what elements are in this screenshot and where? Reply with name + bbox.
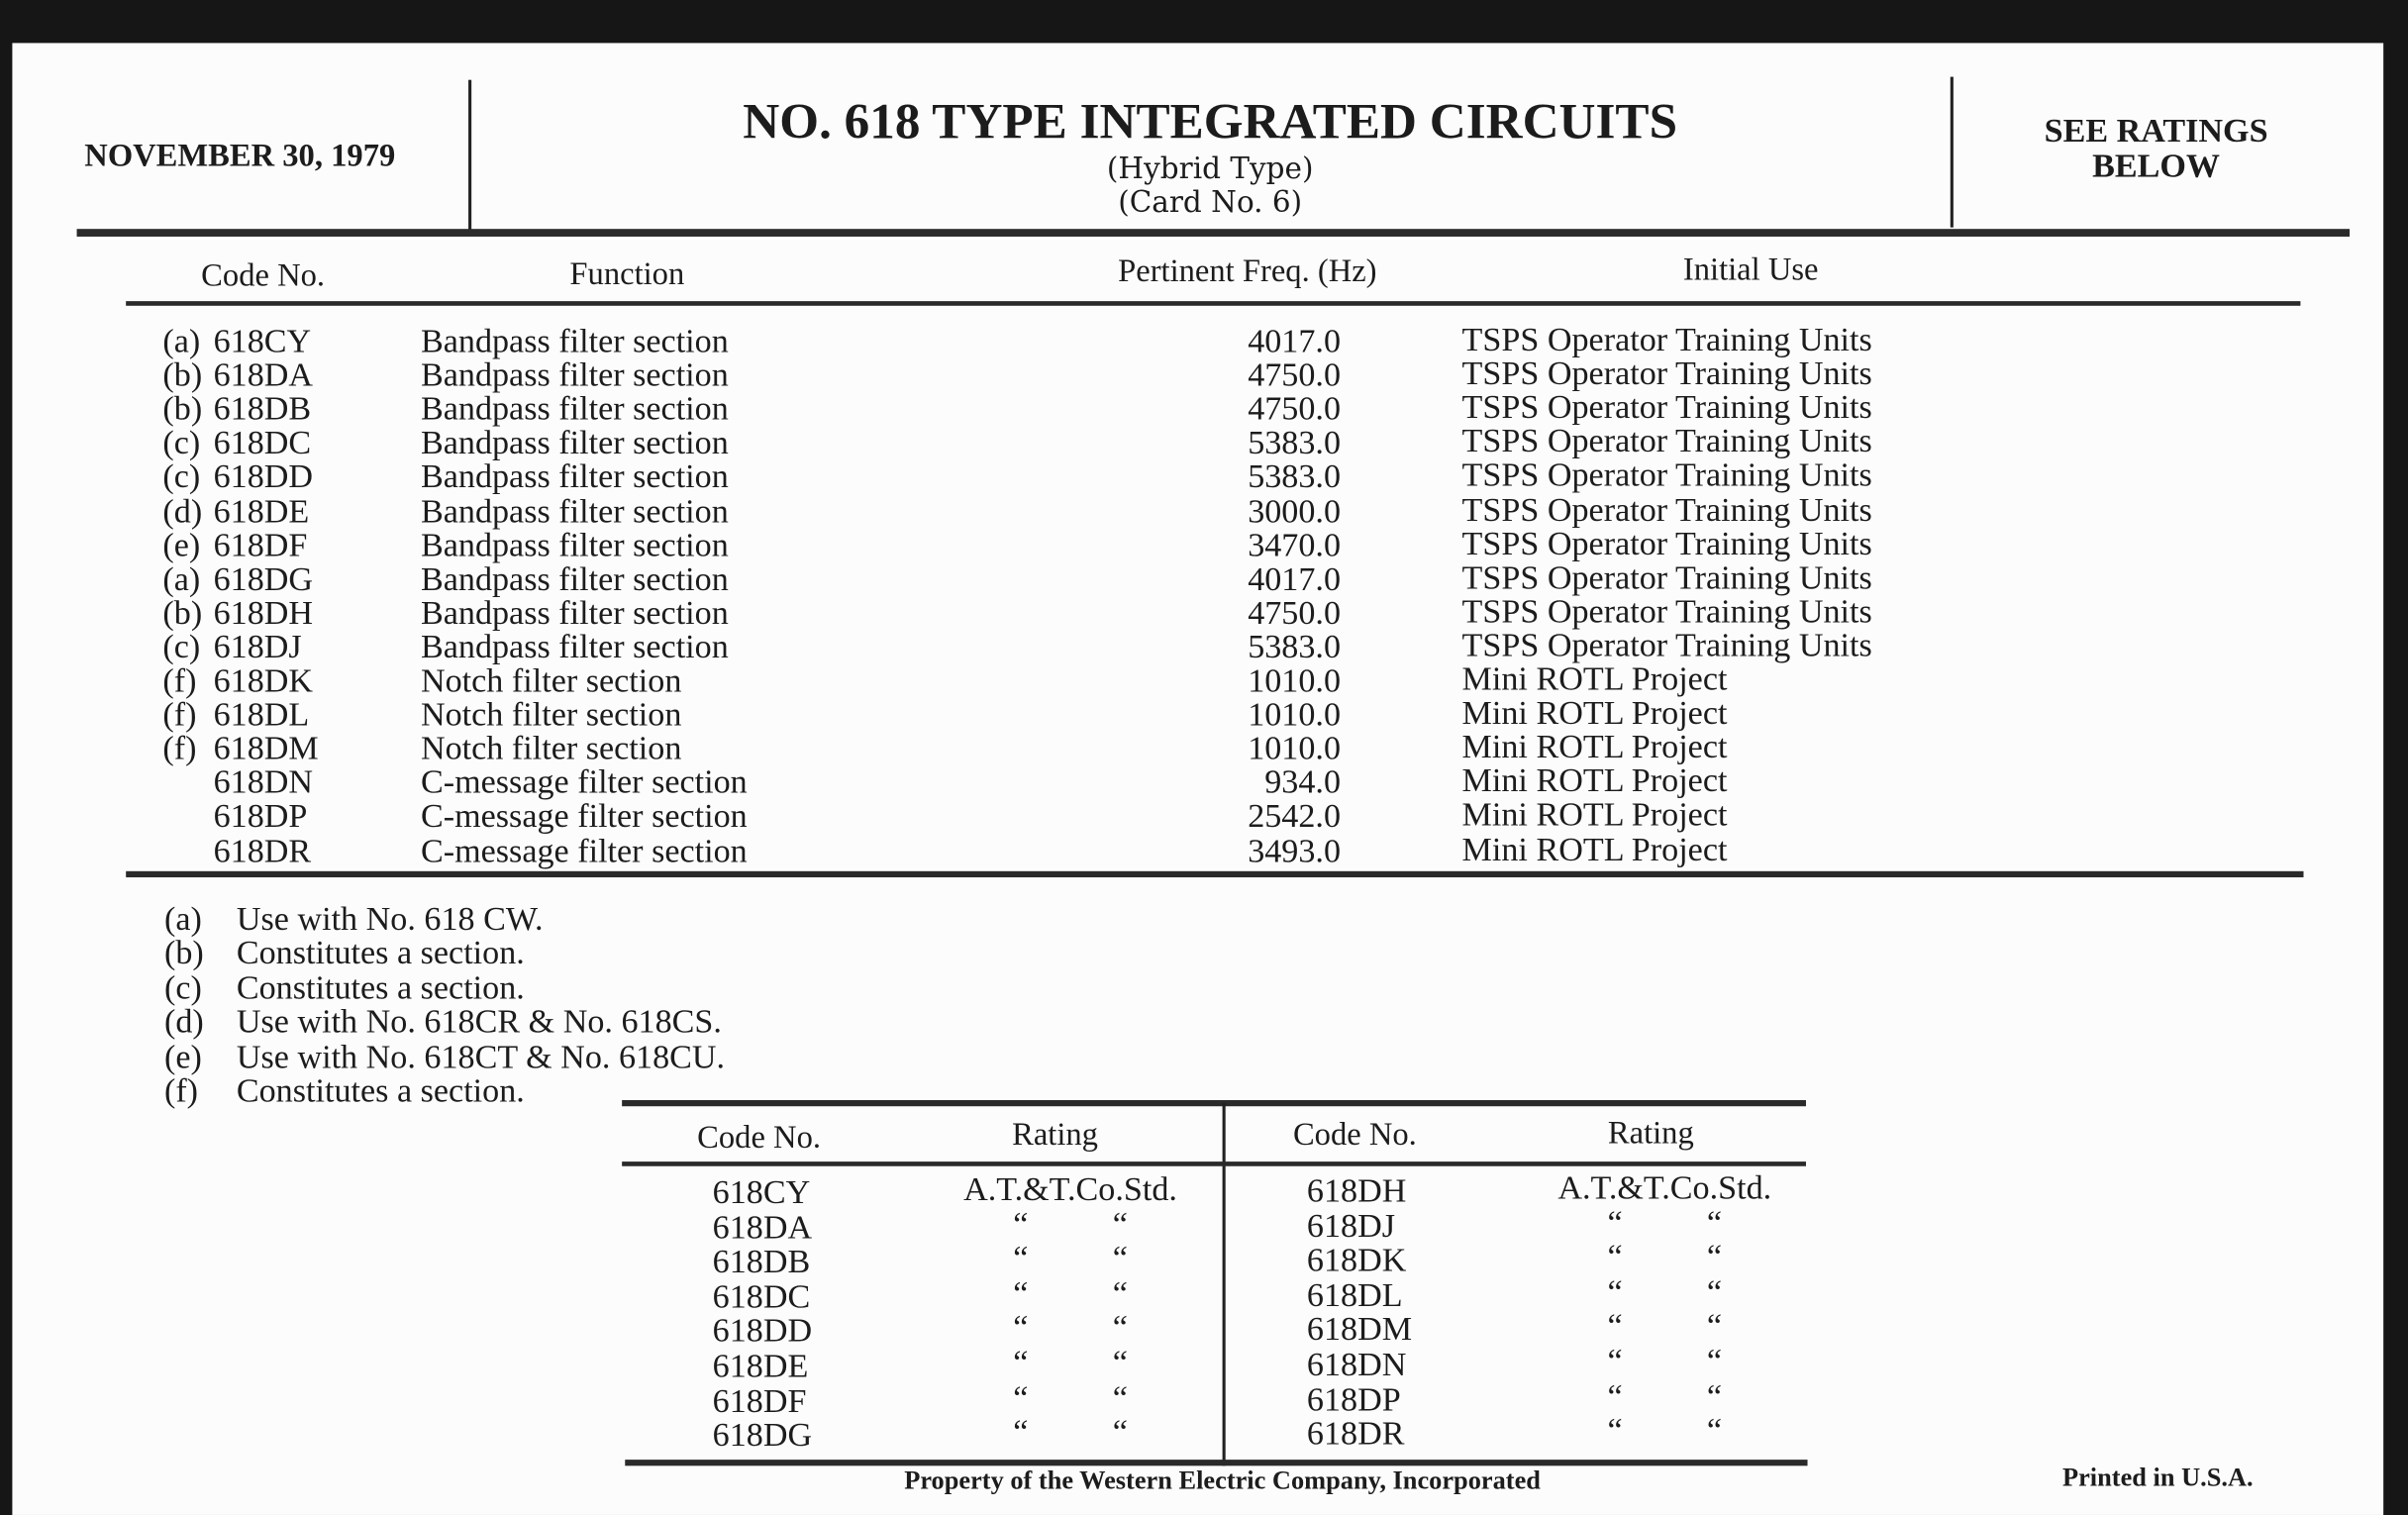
row-function: C-message filter section bbox=[420, 762, 748, 801]
row-note: (a) bbox=[162, 558, 201, 598]
rating-code-left: 618DD bbox=[712, 1311, 813, 1350]
property-notice: Property of the Western Electric Company, Incorporated bbox=[904, 1465, 1541, 1495]
row-freq: 3493.0 bbox=[1248, 830, 1342, 869]
rating-value-left: “ “ bbox=[1013, 1238, 1128, 1277]
row-code: 618DR bbox=[213, 830, 312, 869]
note-text: Use with No. 618 CW. bbox=[236, 898, 544, 938]
row-function: C-message filter section bbox=[420, 830, 748, 869]
note-label: (e) bbox=[163, 1036, 202, 1075]
row-function: Bandpass filter section bbox=[420, 456, 729, 496]
printed-in-usa: Printed in U.S.A. bbox=[2061, 1463, 2254, 1492]
row-function: Bandpass filter section bbox=[420, 592, 729, 632]
note-label: (b) bbox=[163, 933, 204, 972]
row-initial-use: TSPS Operator Training Units bbox=[1461, 523, 1872, 562]
row-note: (e) bbox=[162, 525, 201, 563]
rating-code-right: 618DH bbox=[1306, 1170, 1407, 1210]
row-function: Bandpass filter section bbox=[420, 525, 729, 563]
row-freq: 3470.0 bbox=[1248, 525, 1342, 563]
row-function: Bandpass filter section bbox=[420, 354, 729, 394]
rating-code-left: 618DA bbox=[712, 1207, 813, 1246]
row-function: Bandpass filter section bbox=[420, 423, 729, 461]
row-code: 618DC bbox=[213, 423, 312, 461]
row-function: C-message filter section bbox=[420, 796, 748, 836]
row-initial-use: Mini ROTL Project bbox=[1461, 829, 1728, 867]
header-divider-left bbox=[468, 80, 471, 231]
note-text: Constitutes a section. bbox=[236, 967, 525, 1007]
table-bottom-rule bbox=[126, 871, 2303, 877]
row-freq: 2542.0 bbox=[1248, 796, 1342, 836]
row-code: 618CY bbox=[213, 321, 312, 360]
row-note: (f) bbox=[162, 694, 197, 734]
row-freq: 4750.0 bbox=[1248, 592, 1342, 632]
rating-code-right: 618DL bbox=[1306, 1274, 1403, 1314]
rating-value-left: “ “ bbox=[1013, 1412, 1128, 1452]
note-text: Constitutes a section. bbox=[236, 1070, 525, 1110]
subtitle-hybrid-type: (Hybrid Type) bbox=[1106, 152, 1314, 186]
row-initial-use: TSPS Operator Training Units bbox=[1461, 387, 1872, 427]
row-freq: 934.0 bbox=[1264, 762, 1342, 801]
row-note: (b) bbox=[162, 592, 203, 632]
rating-code-right: 618DN bbox=[1306, 1344, 1407, 1383]
col-header-function: Function bbox=[569, 254, 685, 292]
col-header-code: Code No. bbox=[201, 256, 326, 294]
rating-value-right: “ “ bbox=[1607, 1237, 1723, 1276]
row-initial-use: TSPS Operator Training Units bbox=[1461, 556, 1872, 596]
note-text: Use with No. 618CT & No. 618CU. bbox=[236, 1036, 726, 1075]
header-rule bbox=[77, 229, 2350, 237]
row-initial-use: Mini ROTL Project bbox=[1461, 760, 1728, 800]
rating-code-left: 618DB bbox=[712, 1242, 811, 1280]
row-function: Notch filter section bbox=[420, 728, 682, 767]
row-function: Bandpass filter section bbox=[420, 388, 729, 428]
row-code: 618DM bbox=[213, 728, 319, 767]
row-freq: 4750.0 bbox=[1248, 354, 1342, 394]
row-initial-use: TSPS Operator Training Units bbox=[1461, 591, 1872, 630]
row-note: (c) bbox=[162, 456, 201, 496]
row-function: Bandpass filter section bbox=[420, 321, 729, 360]
row-function: Bandpass filter section bbox=[420, 626, 729, 665]
row-freq: 5383.0 bbox=[1248, 626, 1342, 665]
ratings-header-rating-left: Rating bbox=[1012, 1115, 1098, 1153]
row-note: (f) bbox=[162, 728, 197, 767]
rating-value-right: “ “ bbox=[1607, 1202, 1723, 1242]
row-freq: 4750.0 bbox=[1248, 388, 1342, 428]
row-code: 618DP bbox=[213, 796, 308, 836]
rating-value-left: “ “ bbox=[1013, 1377, 1128, 1417]
row-initial-use: TSPS Operator Training Units bbox=[1461, 319, 1872, 358]
card-date: NOVEMBER 30, 1979 bbox=[84, 137, 396, 174]
rating-code-left: 618DC bbox=[712, 1276, 811, 1315]
row-code: 618DK bbox=[213, 660, 314, 700]
rating-value-right: “ “ bbox=[1607, 1341, 1723, 1380]
row-initial-use: Mini ROTL Project bbox=[1461, 692, 1728, 732]
rating-value-left: “ “ bbox=[1013, 1308, 1128, 1347]
row-code: 618DE bbox=[213, 490, 310, 530]
row-code: 618DB bbox=[213, 388, 312, 428]
row-initial-use: Mini ROTL Project bbox=[1461, 794, 1728, 834]
rating-code-left: 618DF bbox=[712, 1380, 807, 1420]
row-function: Bandpass filter section bbox=[420, 490, 729, 530]
rating-code-left: 618CY bbox=[712, 1171, 811, 1211]
row-initial-use: TSPS Operator Training Units bbox=[1461, 354, 1872, 392]
rating-code-right: 618DP bbox=[1306, 1378, 1401, 1418]
row-initial-use: TSPS Operator Training Units bbox=[1461, 421, 1872, 460]
col-header-initial-use: Initial Use bbox=[1682, 250, 1819, 288]
rating-value-right: “ “ bbox=[1607, 1410, 1723, 1450]
rating-value-right: “ “ bbox=[1607, 1271, 1723, 1311]
row-note: (c) bbox=[162, 626, 201, 665]
row-note: (b) bbox=[162, 388, 203, 428]
row-note: (b) bbox=[162, 354, 203, 394]
row-code: 618DJ bbox=[213, 626, 302, 665]
rating-code-right: 618DJ bbox=[1306, 1205, 1396, 1245]
column-header-rule bbox=[126, 301, 2300, 306]
row-code: 618DL bbox=[213, 694, 310, 734]
ratings-header-code-left: Code No. bbox=[697, 1118, 822, 1156]
rating-value-right: A.T.&T.Co.Std. bbox=[1557, 1167, 1772, 1207]
row-code: 618DF bbox=[213, 525, 308, 563]
row-initial-use: TSPS Operator Training Units bbox=[1461, 454, 1872, 494]
row-freq: 1010.0 bbox=[1248, 660, 1342, 700]
see-ratings-line2: BELOW bbox=[2092, 146, 2221, 185]
ratings-header-code-right: Code No. bbox=[1292, 1115, 1417, 1153]
note-text: Constitutes a section. bbox=[236, 933, 525, 972]
row-freq: 3000.0 bbox=[1248, 490, 1342, 530]
rating-code-right: 618DM bbox=[1306, 1309, 1413, 1349]
col-header-freq: Pertinent Freq. (Hz) bbox=[1118, 252, 1377, 289]
rating-code-right: 618DK bbox=[1306, 1240, 1407, 1279]
row-note: (a) bbox=[162, 321, 201, 360]
row-initial-use: Mini ROTL Project bbox=[1461, 658, 1728, 698]
page-title: NO. 618 TYPE INTEGRATED CIRCUITS bbox=[743, 95, 1678, 152]
row-note: (f) bbox=[162, 660, 197, 700]
ratings-header-rule bbox=[622, 1162, 1806, 1166]
header-divider-right bbox=[1951, 77, 1954, 228]
row-initial-use: Mini ROTL Project bbox=[1461, 727, 1728, 766]
row-code: 618DN bbox=[213, 762, 314, 801]
note-label: (f) bbox=[163, 1070, 199, 1110]
note-label: (d) bbox=[163, 1001, 204, 1041]
ratings-header-rating-right: Rating bbox=[1607, 1113, 1694, 1152]
rating-value-left: “ “ bbox=[1013, 1343, 1128, 1381]
row-code: 618DA bbox=[213, 354, 314, 394]
see-ratings-line1: SEE RATINGS bbox=[2044, 110, 2268, 150]
row-initial-use: TSPS Operator Training Units bbox=[1461, 625, 1872, 664]
ratings-top-rule bbox=[622, 1100, 1806, 1106]
note-label: (a) bbox=[163, 898, 202, 938]
subtitle-card-number: (Card No. 6) bbox=[1118, 185, 1303, 220]
rating-value-left: “ “ bbox=[1013, 1203, 1128, 1243]
row-code: 618DH bbox=[213, 592, 314, 632]
rating-value-left: A.T.&T.Co.Std. bbox=[963, 1168, 1177, 1208]
rating-code-left: 618DG bbox=[712, 1415, 813, 1455]
row-function: Notch filter section bbox=[420, 660, 682, 700]
row-function: Bandpass filter section bbox=[420, 558, 729, 598]
row-function: Notch filter section bbox=[420, 694, 682, 734]
rating-code-left: 618DE bbox=[712, 1346, 809, 1385]
row-initial-use: TSPS Operator Training Units bbox=[1461, 489, 1872, 529]
ratings-divider bbox=[1223, 1103, 1226, 1465]
rating-code-right: 618DR bbox=[1306, 1413, 1405, 1453]
note-text: Use with No. 618CR & No. 618CS. bbox=[236, 1001, 722, 1041]
row-freq: 4017.0 bbox=[1248, 558, 1342, 598]
row-freq: 5383.0 bbox=[1248, 456, 1342, 496]
row-freq: 5383.0 bbox=[1248, 423, 1342, 461]
row-note: (d) bbox=[162, 490, 203, 530]
rating-value-right: “ “ bbox=[1607, 1375, 1723, 1415]
row-note: (c) bbox=[162, 423, 201, 461]
row-freq: 4017.0 bbox=[1248, 321, 1342, 360]
note-label: (c) bbox=[163, 967, 202, 1007]
row-freq: 1010.0 bbox=[1248, 694, 1342, 734]
row-code: 618DG bbox=[213, 558, 314, 598]
rating-value-left: “ “ bbox=[1013, 1273, 1128, 1312]
row-code: 618DD bbox=[213, 456, 314, 496]
rating-value-right: “ “ bbox=[1607, 1306, 1723, 1346]
row-freq: 1010.0 bbox=[1248, 728, 1342, 767]
